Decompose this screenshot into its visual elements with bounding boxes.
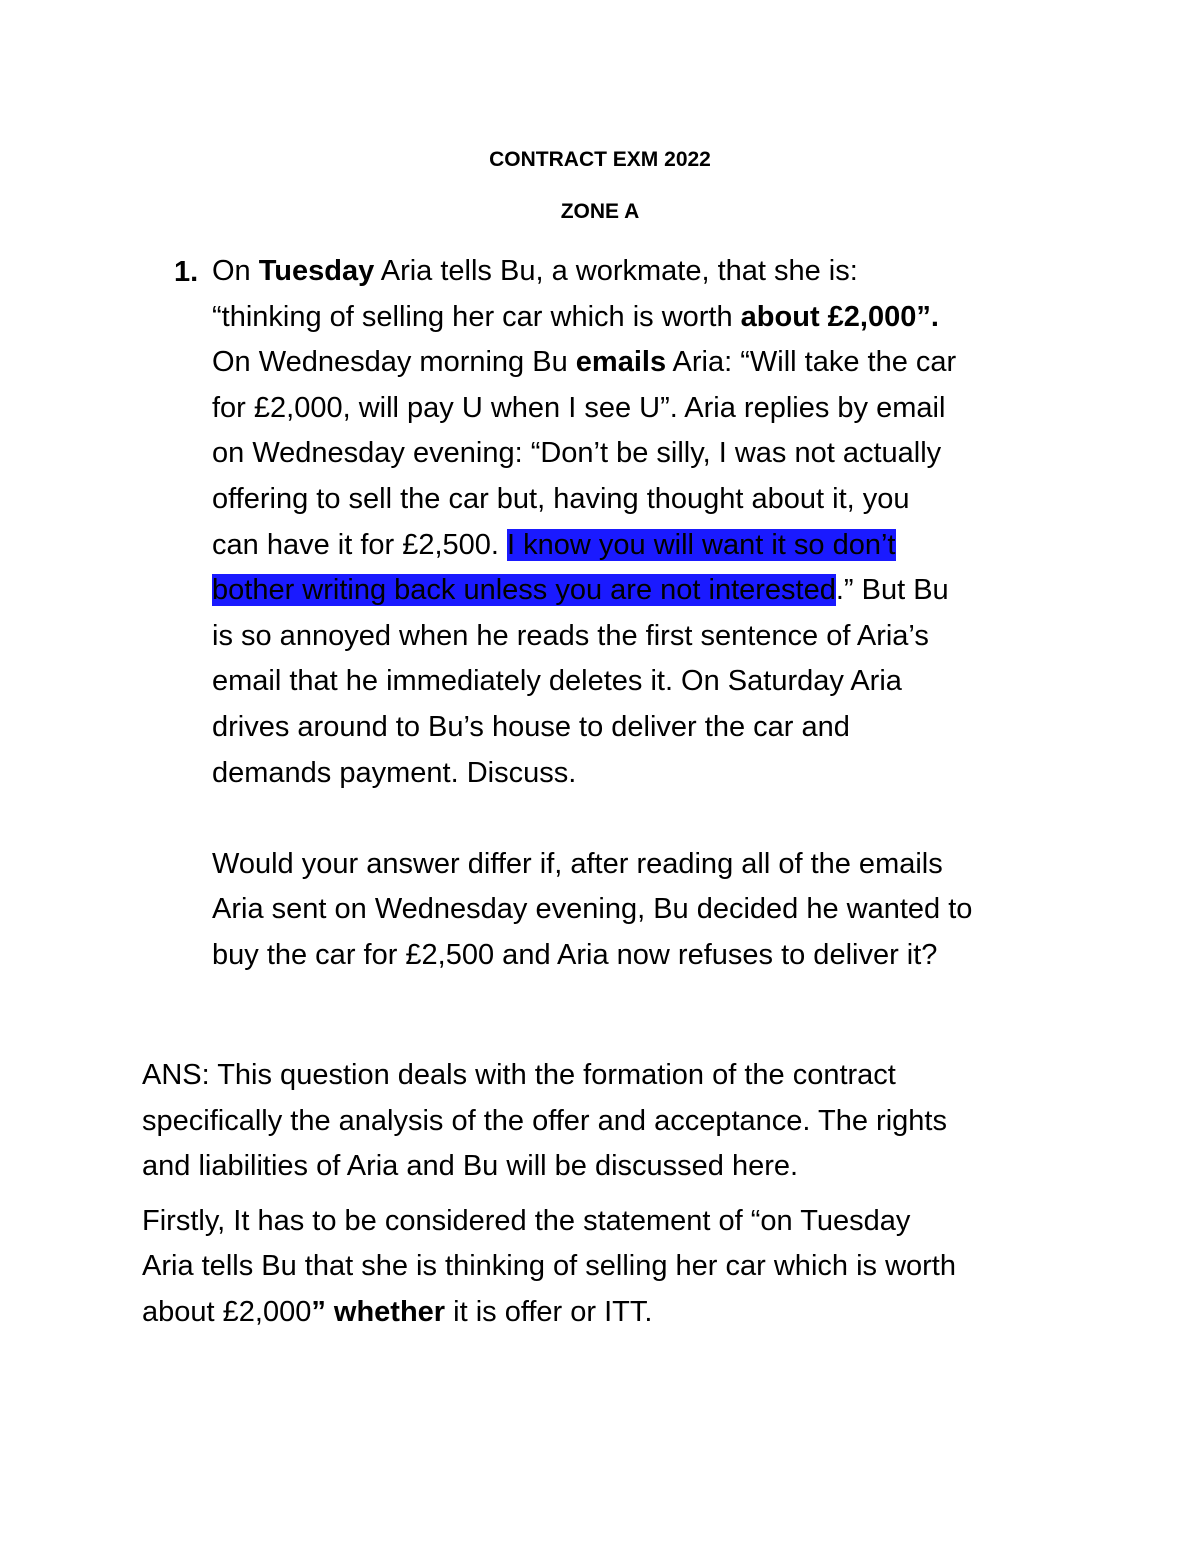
text-run: email that he immediately deletes it. On Saturday Aria <box>212 665 902 698</box>
question-text <box>212 249 1082 796</box>
text-line <box>212 523 1082 569</box>
text-line <box>212 568 1082 614</box>
text-line <box>212 614 1082 660</box>
text-run: Aria tells Bu that she is thinking of selling her car which is worth <box>142 1250 956 1283</box>
text-line <box>142 1290 1082 1336</box>
text-run: Aria: “Will take the car <box>666 346 957 379</box>
text-run: on Wednesday evening: “Don’t be silly, I was not actually <box>212 437 942 470</box>
question-number: 1. <box>174 256 199 288</box>
text-line <box>212 477 1082 523</box>
bold-text: Tuesday <box>258 255 375 287</box>
text-line <box>212 249 1082 295</box>
question-body <box>212 249 1082 979</box>
text-line <box>142 1199 1082 1245</box>
text-line: Aria sent on Wednesday evening, Bu decided he wanted to <box>212 893 973 926</box>
text-run: On <box>212 255 259 287</box>
bold-text: emails <box>575 346 667 379</box>
bold-text: about £2,000”. <box>740 300 939 333</box>
text-line: ANS: This question deals with the formation of the contract <box>142 1059 896 1091</box>
text-run: can have it for £2,500. <box>212 528 508 561</box>
text-run: “thinking of selling her car which is worth <box>212 300 741 333</box>
text-line <box>212 659 1082 705</box>
text-line: and liabilities of Aria and Bu will be discussed here. <box>142 1150 799 1183</box>
document-subtitle: ZONE A <box>560 200 640 223</box>
answer-paragraph-2 <box>142 1199 1082 1336</box>
text-run: On Wednesday morning Bu <box>212 346 576 379</box>
text-line <box>212 431 1082 477</box>
answer-section <box>142 1053 1082 1345</box>
bold-text: ” whether <box>311 1295 446 1328</box>
text-run: Firstly, It has to be considered the statement of “on Tuesday <box>142 1204 911 1237</box>
text-run: .” But Bu <box>835 574 949 607</box>
highlighted-text: bother writing back unless you are not interested <box>212 574 836 607</box>
text-run: is so annoyed when he reads the first sentence of Aria’s <box>212 619 929 652</box>
answer-paragraph-1 <box>142 1053 1082 1190</box>
text-line <box>212 705 1082 751</box>
text-line: buy the car for £2,500 and Aria now refuses to deliver it? <box>212 938 938 971</box>
text-run: drives around to Bu’s house to deliver the car and <box>212 710 850 743</box>
text-line: specifically the analysis of the offer and acceptance. The rights <box>142 1104 947 1137</box>
document-title: CONTRACT EXM 2022 <box>489 148 711 171</box>
text-run: demands payment. Discuss. <box>212 756 577 789</box>
text-run: for £2,000, will pay U when I see U”. Aria replies by email <box>212 391 946 424</box>
text-line <box>212 340 1082 386</box>
text-line <box>212 751 1082 797</box>
text-line <box>142 1244 1082 1290</box>
text-run: Aria tells Bu, a workmate, that she is: <box>374 255 858 287</box>
text-line: Would your answer differ if, after reading all of the emails <box>212 847 943 880</box>
question-followup <box>212 842 1082 979</box>
text-run: offering to sell the car but, having thought about it, you <box>212 482 910 515</box>
text-run: about £2,000 <box>142 1295 312 1328</box>
text-run: it is offer or ITT. <box>445 1295 653 1328</box>
highlighted-text: I know you will want it so don’t <box>507 528 896 561</box>
text-line <box>212 295 1082 341</box>
text-line <box>212 386 1082 432</box>
